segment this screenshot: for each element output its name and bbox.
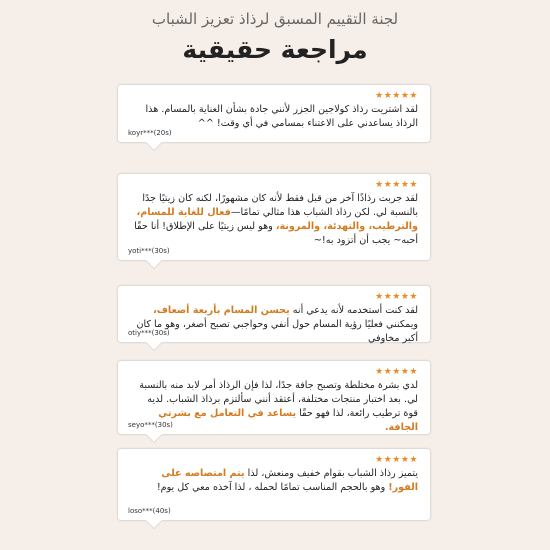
review-text-segment: ويمكنني فعليًا رؤية المسام حول أنفي وحواجبي تصبح أصغر، وهو ما كان أكبر مخاوفي [136, 319, 418, 344]
review-text-segment: لقد اشتريت رذاذ كولاجين الجزر لأنني جادة بشأن العناية بالمسام. هذا الرذاذ يساعدني على الاعتناء بمسامي في أي وقت! ^^ [145, 104, 418, 129]
review-text [130, 467, 418, 495]
page-subtitle: لجنة التقييم المسبق لرذاذ تعزيز الشباب [151, 10, 399, 28]
review-text-segment: لقد جربت رذاذًا آخر من قبل فقط لأنه كان مشهورًا، لكنه كان زيتيًا جدًا بالنسبة لي. لكن رذاذ الشباب هذا مثالي تمامًا— [142, 193, 418, 218]
review-text-segment: لقد كنت أستخدمه لأنه يدعي أنه [289, 305, 418, 316]
review-text [130, 304, 418, 346]
review-text-segment: لدي بشرة مختلطة وتصبح جافة جدًا، لذا فإن الرذاذ أمر لابد منه بالنسبة لي. بعد اختبار منتجات مختلفة، أعتقد أنني سألتزم برذاذ الشباب. لديه قوة ترطيب رائعة، لذا فهو حقًا [139, 380, 418, 419]
review-text [130, 379, 418, 435]
review-highlight: فعال للغاية للمسام، والترطيب، والتهدئة، والمرونة، [136, 207, 418, 232]
star-rating-icon: ★★★★★ [375, 180, 418, 190]
star-rating-icon: ★★★★★ [375, 91, 418, 101]
review-card [118, 449, 430, 520]
review-text-segment: وهو ليس زيتيًا على الإطلاق! أنا حقًا أحبه~ يجب أن أتزود به!~ [134, 221, 418, 246]
review-text-segment: وهو بالحجم المناسب تمامًا لحمله ، لذا آخذه معي كل يوم! [156, 482, 389, 493]
star-rating-icon: ★★★★★ [375, 367, 418, 377]
review-text-segment: يتميز رذاذ الشباب بقوام خفيف ومنعش، لذا [244, 468, 418, 479]
review-highlight: يساعد في التعامل مع بشرتي الجافة. [158, 408, 418, 433]
review-card [118, 286, 430, 342]
review-highlight: يتم امتصاصه على الفور! [161, 468, 418, 493]
review-author: loso***(40s) [128, 507, 171, 515]
review-card [118, 361, 430, 434]
star-rating-icon: ★★★★★ [375, 455, 418, 465]
page-title: مراجعة حقيقية [182, 35, 368, 64]
review-card [118, 174, 430, 260]
review-card [118, 85, 430, 142]
review-author: yoti***(30s) [128, 247, 170, 255]
review-author: seyo***(30s) [128, 421, 173, 429]
review-text [130, 103, 418, 131]
review-highlight: يحسن المسام بأربعة أضعاف، [153, 305, 290, 316]
review-text [130, 192, 418, 248]
review-author: koyr***(20s) [128, 129, 172, 137]
review-author: otiy***(30s) [128, 329, 170, 337]
star-rating-icon: ★★★★★ [375, 292, 418, 302]
